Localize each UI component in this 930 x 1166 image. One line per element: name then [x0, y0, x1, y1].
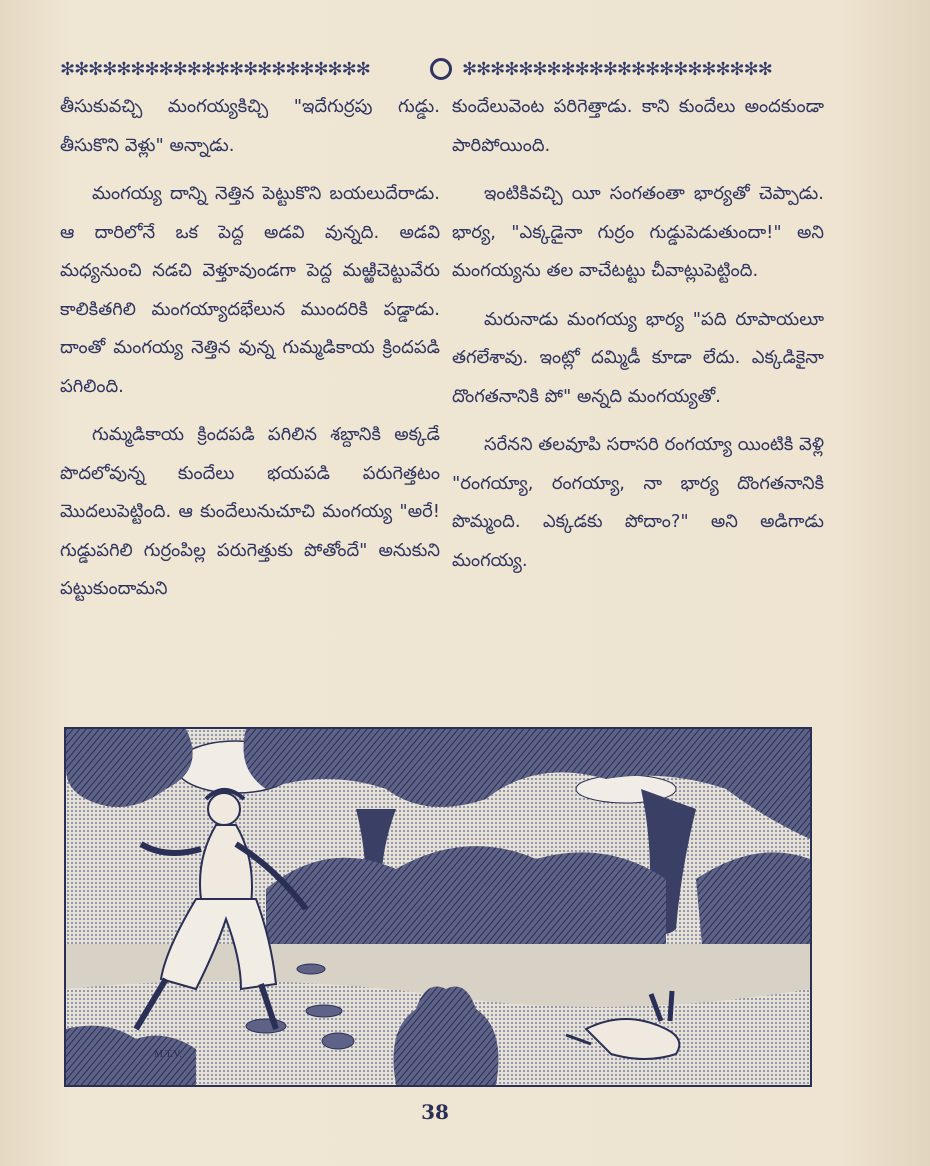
decorative-border-left	[60, 56, 426, 82]
pumpkin-piece-2	[306, 1005, 342, 1017]
left-paragraph-3: గుమ్మడికాయ క్రిందపడి పగిలిన శబ్దానికి అక్కడే పొదలోవున్న కుందేలు భయపడి పరుగెత్తటం మొదలుపెట్టింది. ఆ కుందేలునుచూచి మంగయ్య "అరే! గుడ్డుపగిలి గుర్రంపిల్ల పరుగెత్తుకు పోతోందే" అనుకుని పట్టుకుందామని	[60, 424, 440, 599]
right-paragraph-1: కుందేలువెంట పరిగెత్తాడు. కాని కుందేలు అందకుండా పారిపోయింది.	[452, 96, 824, 156]
illustration-drawing	[66, 729, 810, 1085]
right-text-column	[452, 88, 824, 580]
bushes-middle	[266, 846, 666, 949]
page-number: 38	[421, 1100, 449, 1124]
right-paragraph-3: మరునాడు మంగయ్య భార్య "పది రూపాయలూ తగలేశావు. ఇంట్లో దమ్మిడీ కూడా లేదు. ఎక్కడికైనా దొంగతనానికి పో" అన్నది మంగయ్యతో.	[452, 308, 824, 407]
pumpkin-piece-3	[322, 1033, 354, 1049]
left-text-column	[60, 88, 440, 609]
right-paragraph-2: ఇంటికివచ్చి యీ సంగతంతా భార్యతో చెప్పాడు. భార్య, "ఎక్కడైనా గుర్రం గుడ్డుపెడుతుందా!" అని మంగయ్యను తల వాచేటట్టు చీవాట్లుపెట్టింది.	[452, 183, 824, 281]
story-illustration	[64, 727, 812, 1087]
border-pattern-left: ✻✻✻✻✻✻✻✻✻✻✻✻✻✻✻✻✻✻✻✻✻✻	[60, 58, 370, 80]
pumpkin-piece-1	[246, 1019, 286, 1033]
decorative-border-right	[462, 56, 820, 82]
left-paragraph-2: మంగయ్య దాన్ని నెత్తిన పెట్టుకొని బయలుదేరాడు. ఆ దారిలోనే ఒక పెద్ద అడవి వున్నది. అడవి మధ్యనుంచి నడచి వెళ్తూవుండగా పెద్ద మఱ్ఱిచెట్టువేరు కాలికితగిలి మంగయ్యాదభేలున ముందరికి పడ్డాడు. దాంతో మంగయ్య నెత్తిన వున్న గుమ్మడికాయ క్రిందపడి పగిలింది.	[60, 183, 440, 397]
pumpkin-piece-4	[297, 964, 325, 974]
left-paragraph-1: తీసుకువచ్చి మంగయ్యకిచ్చి "ఇదేగుర్రపు గుడ్డు. తీసుకొని వెళ్లు" అన్నాడు.	[60, 96, 440, 156]
border-circle-ornament	[430, 58, 452, 80]
right-paragraph-4: సరేనని తలవూపి సరాసరి రంగయ్యా యింటికి వెళ్లి "రంగయ్యా, రంగయ్యా, నా భార్య దొంగతనానికి పొమ్మంది. ఎక్కడకు పోదాం?" అని అడిగాడు మంగయ్య.	[452, 434, 824, 571]
border-pattern-right: ✻✻✻✻✻✻✻✻✻✻✻✻✻✻✻✻✻✻✻✻✻✻	[462, 58, 772, 80]
artist-signature: M.T.V.	[154, 1049, 182, 1060]
